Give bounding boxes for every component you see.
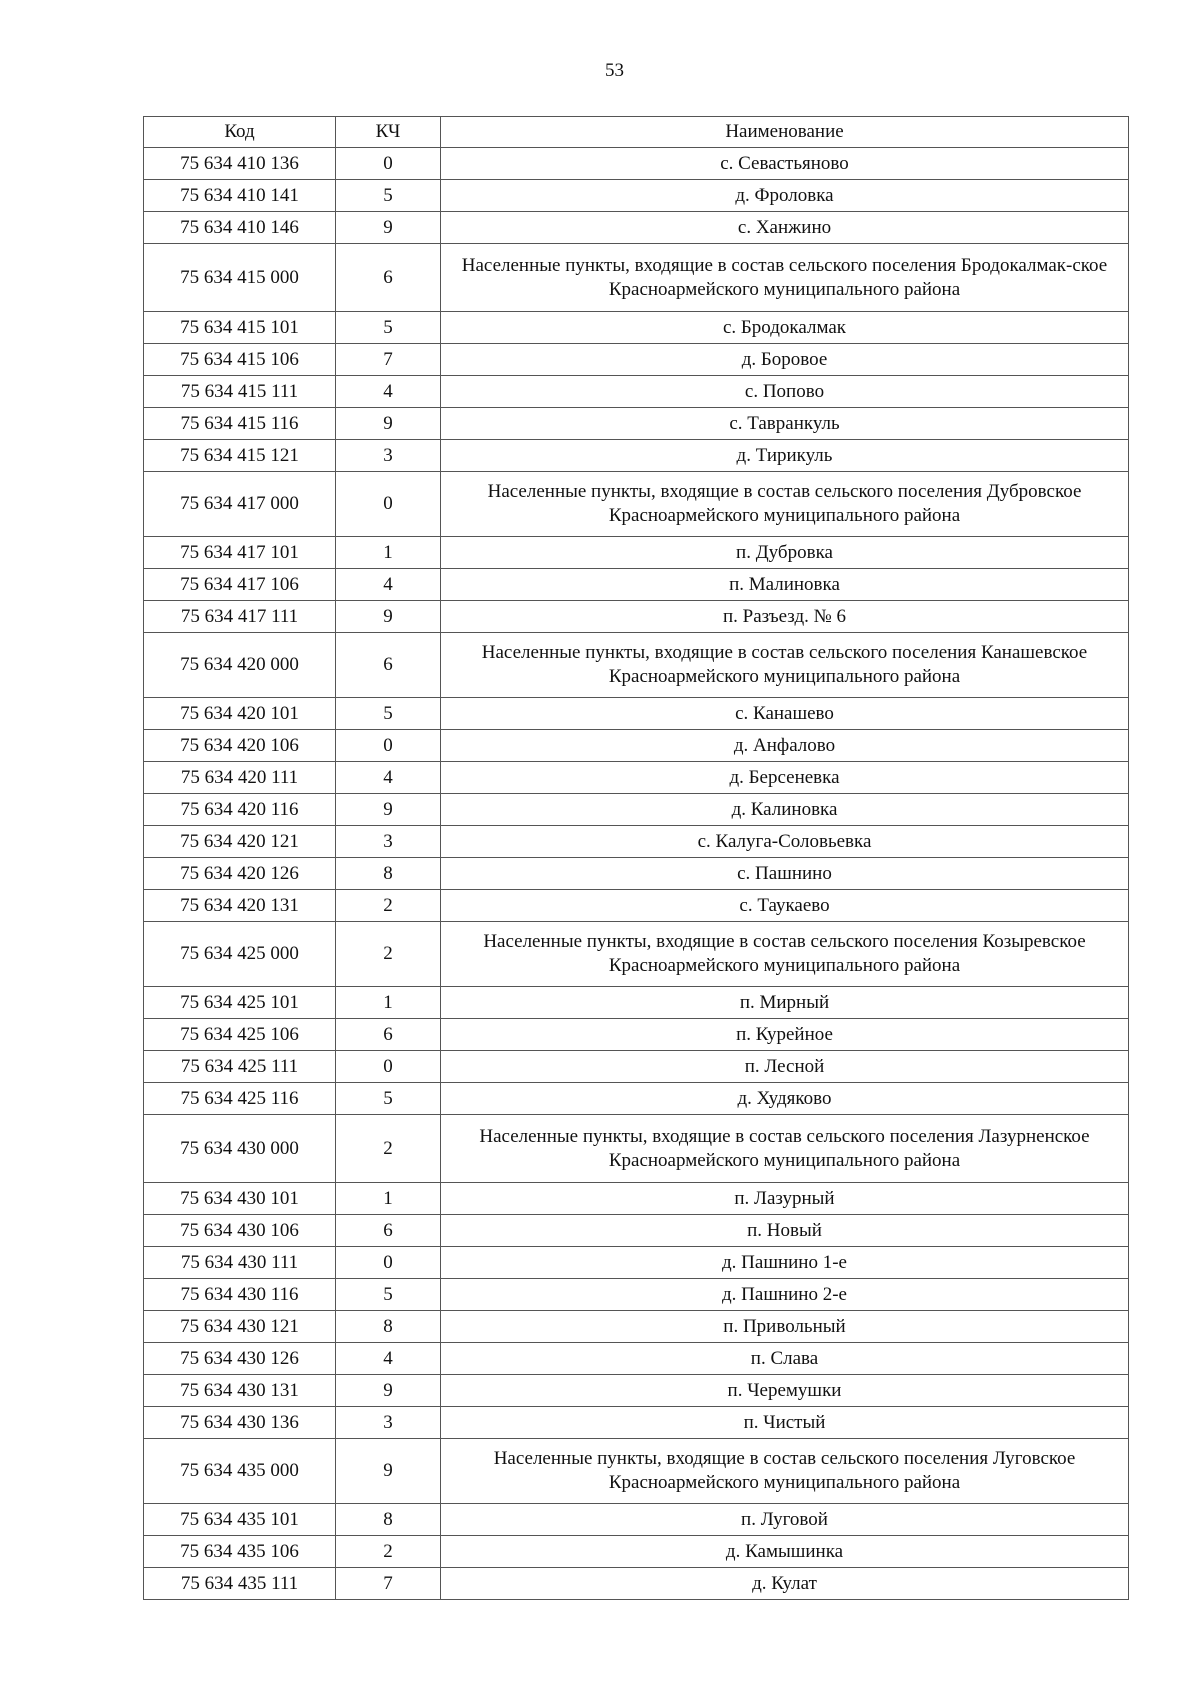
cell-kch: 1: [336, 537, 441, 569]
table-row: [144, 1504, 1129, 1536]
cell-name: с. Калуга-Соловьевка: [441, 826, 1129, 858]
cell-kch: 4: [336, 376, 441, 408]
table-group-row: [144, 633, 1129, 698]
table-group-row: [144, 1115, 1129, 1183]
table-row: [144, 440, 1129, 472]
cell-code: 75 634 420 111: [144, 762, 336, 794]
cell-name: с. Тавранкуль: [441, 408, 1129, 440]
table-group-row: [144, 1439, 1129, 1504]
table-row: [144, 1051, 1129, 1083]
cell-kch: 5: [336, 180, 441, 212]
cell-code: 75 634 430 121: [144, 1311, 336, 1343]
cell-name: п. Слава: [441, 1343, 1129, 1375]
cell-kch: 6: [336, 1019, 441, 1051]
cell-name: д. Пашнино 2-е: [441, 1279, 1129, 1311]
cell-name: п. Малиновка: [441, 569, 1129, 601]
cell-name: д. Калиновка: [441, 794, 1129, 826]
table-row: [144, 890, 1129, 922]
cell-name: д. Кулат: [441, 1568, 1129, 1600]
table-row: [144, 1019, 1129, 1051]
cell-name: д. Анфалово: [441, 730, 1129, 762]
cell-kch: 9: [336, 601, 441, 633]
table-row: [144, 858, 1129, 890]
header-kch: КЧ: [336, 117, 441, 148]
cell-kch: 8: [336, 1504, 441, 1536]
cell-code: 75 634 430 116: [144, 1279, 336, 1311]
table-row: [144, 1536, 1129, 1568]
table-row: [144, 762, 1129, 794]
cell-name: Населенные пункты, входящие в состав сельского поселения Дубровское Красноармейского муниципального района: [441, 472, 1129, 537]
cell-name: с. Бродокалмак: [441, 312, 1129, 344]
cell-name: п. Курейное: [441, 1019, 1129, 1051]
cell-name: с. Таукаево: [441, 890, 1129, 922]
page-number: 53: [605, 60, 624, 81]
cell-kch: 2: [336, 890, 441, 922]
cell-code: 75 634 417 000: [144, 472, 336, 537]
cell-kch: 7: [336, 344, 441, 376]
table-row: [144, 1375, 1129, 1407]
cell-kch: 2: [336, 922, 441, 987]
cell-name: Населенные пункты, входящие в состав сельского поселения Канашевское Красноармейского муниципального района: [441, 633, 1129, 698]
cell-name: п. Разъезд. № 6: [441, 601, 1129, 633]
table-row: [144, 148, 1129, 180]
table-row: [144, 376, 1129, 408]
table-row: [144, 1279, 1129, 1311]
okato-table: [143, 116, 1129, 1600]
table-row: [144, 1311, 1129, 1343]
cell-code: 75 634 430 111: [144, 1247, 336, 1279]
cell-name: д. Фроловка: [441, 180, 1129, 212]
table-row: [144, 730, 1129, 762]
cell-code: 75 634 417 101: [144, 537, 336, 569]
table-row: [144, 1407, 1129, 1439]
table-row: [144, 1343, 1129, 1375]
cell-kch: 5: [336, 1279, 441, 1311]
table-row: [144, 180, 1129, 212]
cell-name: п. Лазурный: [441, 1183, 1129, 1215]
cell-name: д. Берсеневка: [441, 762, 1129, 794]
table-row: [144, 212, 1129, 244]
cell-kch: 0: [336, 1247, 441, 1279]
cell-kch: 1: [336, 1183, 441, 1215]
cell-name: с. Канашево: [441, 698, 1129, 730]
table-row: [144, 1215, 1129, 1247]
table-row: [144, 312, 1129, 344]
cell-kch: 5: [336, 312, 441, 344]
cell-name: п. Новый: [441, 1215, 1129, 1247]
cell-name: с. Попово: [441, 376, 1129, 408]
cell-name: д. Пашнино 1-е: [441, 1247, 1129, 1279]
cell-code: 75 634 415 000: [144, 244, 336, 312]
cell-code: 75 634 415 106: [144, 344, 336, 376]
cell-code: 75 634 417 111: [144, 601, 336, 633]
cell-kch: 0: [336, 730, 441, 762]
cell-code: 75 634 420 131: [144, 890, 336, 922]
cell-kch: 9: [336, 408, 441, 440]
cell-code: 75 634 420 121: [144, 826, 336, 858]
cell-code: 75 634 415 101: [144, 312, 336, 344]
table-body: [144, 148, 1129, 1600]
table-row: [144, 1568, 1129, 1600]
cell-kch: 9: [336, 794, 441, 826]
cell-code: 75 634 425 106: [144, 1019, 336, 1051]
cell-code: 75 634 435 106: [144, 1536, 336, 1568]
table-row: [144, 1183, 1129, 1215]
cell-name: п. Черемушки: [441, 1375, 1129, 1407]
cell-code: 75 634 410 136: [144, 148, 336, 180]
cell-kch: 9: [336, 1439, 441, 1504]
table-row: [144, 569, 1129, 601]
cell-kch: 8: [336, 1311, 441, 1343]
cell-code: 75 634 425 000: [144, 922, 336, 987]
cell-code: 75 634 420 000: [144, 633, 336, 698]
cell-kch: 5: [336, 698, 441, 730]
cell-kch: 4: [336, 569, 441, 601]
cell-kch: 5: [336, 1083, 441, 1115]
cell-kch: 6: [336, 244, 441, 312]
cell-code: 75 634 435 000: [144, 1439, 336, 1504]
cell-name: п. Мирный: [441, 987, 1129, 1019]
table-row: [144, 1083, 1129, 1115]
cell-name: п. Дубровка: [441, 537, 1129, 569]
cell-name: д. Тирикуль: [441, 440, 1129, 472]
cell-code: 75 634 425 101: [144, 987, 336, 1019]
table-row: [144, 826, 1129, 858]
cell-code: 75 634 430 000: [144, 1115, 336, 1183]
cell-code: 75 634 430 126: [144, 1343, 336, 1375]
cell-name: д. Худяково: [441, 1083, 1129, 1115]
cell-code: 75 634 415 116: [144, 408, 336, 440]
table-row: [144, 794, 1129, 826]
cell-code: 75 634 417 106: [144, 569, 336, 601]
cell-code: 75 634 425 116: [144, 1083, 336, 1115]
cell-name: Населенные пункты, входящие в состав сельского поселения Луговское Красноармейского муниципального района: [441, 1439, 1129, 1504]
cell-kch: 0: [336, 148, 441, 180]
table-group-row: [144, 244, 1129, 312]
cell-name: п. Лесной: [441, 1051, 1129, 1083]
header-name: Наименование: [441, 117, 1129, 148]
table-row: [144, 344, 1129, 376]
cell-code: 75 634 430 131: [144, 1375, 336, 1407]
table-row: [144, 601, 1129, 633]
cell-name: п. Луговой: [441, 1504, 1129, 1536]
cell-code: 75 634 420 101: [144, 698, 336, 730]
cell-kch: 0: [336, 472, 441, 537]
cell-kch: 9: [336, 212, 441, 244]
header-code: Код: [144, 117, 336, 148]
cell-name: д. Камышинка: [441, 1536, 1129, 1568]
cell-code: 75 634 415 111: [144, 376, 336, 408]
cell-code: 75 634 410 141: [144, 180, 336, 212]
cell-code: 75 634 415 121: [144, 440, 336, 472]
cell-code: 75 634 425 111: [144, 1051, 336, 1083]
cell-kch: 4: [336, 1343, 441, 1375]
cell-code: 75 634 420 116: [144, 794, 336, 826]
cell-code: 75 634 420 106: [144, 730, 336, 762]
cell-name: с. Пашнино: [441, 858, 1129, 890]
cell-name: с. Ханжино: [441, 212, 1129, 244]
cell-kch: 1: [336, 987, 441, 1019]
cell-kch: 7: [336, 1568, 441, 1600]
cell-code: 75 634 435 111: [144, 1568, 336, 1600]
cell-code: 75 634 435 101: [144, 1504, 336, 1536]
cell-kch: 3: [336, 440, 441, 472]
cell-name: Населенные пункты, входящие в состав сельского поселения Лазурненское Красноармейского муниципального района: [441, 1115, 1129, 1183]
cell-name: п. Чистый: [441, 1407, 1129, 1439]
cell-code: 75 634 430 106: [144, 1215, 336, 1247]
table-group-row: [144, 472, 1129, 537]
cell-kch: 2: [336, 1536, 441, 1568]
cell-code: 75 634 430 101: [144, 1183, 336, 1215]
table-header-row: [144, 117, 1129, 148]
table-row: [144, 698, 1129, 730]
table-row: [144, 408, 1129, 440]
cell-name: д. Боровое: [441, 344, 1129, 376]
cell-kch: 4: [336, 762, 441, 794]
table-row: [144, 537, 1129, 569]
cell-kch: 8: [336, 858, 441, 890]
cell-code: 75 634 420 126: [144, 858, 336, 890]
table-group-row: [144, 922, 1129, 987]
cell-kch: 0: [336, 1051, 441, 1083]
cell-name: Населенные пункты, входящие в состав сельского поселения Козыревское Красноармейского муниципального района: [441, 922, 1129, 987]
cell-kch: 3: [336, 826, 441, 858]
cell-name: Населенные пункты, входящие в состав сельского поселения Бродокалмак-ское Красноармейского муниципального района: [441, 244, 1129, 312]
cell-kch: 3: [336, 1407, 441, 1439]
cell-code: 75 634 430 136: [144, 1407, 336, 1439]
cell-code: 75 634 410 146: [144, 212, 336, 244]
table-row: [144, 987, 1129, 1019]
cell-kch: 2: [336, 1115, 441, 1183]
cell-kch: 9: [336, 1375, 441, 1407]
cell-name: с. Севастьяново: [441, 148, 1129, 180]
cell-kch: 6: [336, 633, 441, 698]
cell-kch: 6: [336, 1215, 441, 1247]
cell-name: п. Привольный: [441, 1311, 1129, 1343]
table-row: [144, 1247, 1129, 1279]
